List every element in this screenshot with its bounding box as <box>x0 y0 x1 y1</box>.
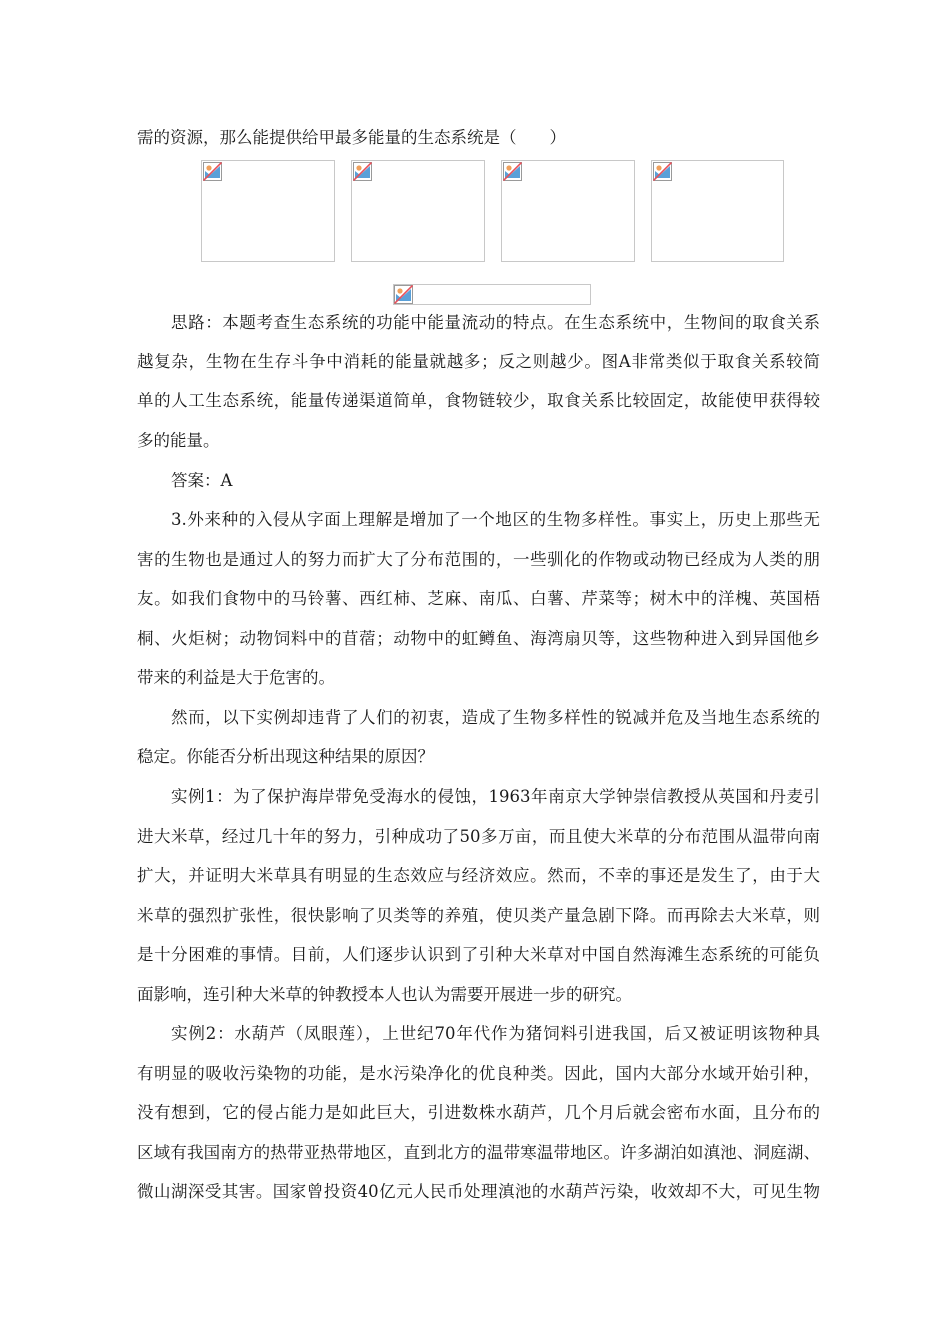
text-line: 需的资源，那么能提供给甲最多能量的生态系统是（ ） <box>137 128 566 147</box>
text-line: 米草的强烈扩张性，很快影响了贝类等的养殖，使贝类产量急剧下降。而再除去大米草，则 <box>137 906 820 925</box>
figure-option-d <box>651 160 784 262</box>
figure-option-a <box>201 160 335 262</box>
text-line: 害的生物也是通过人的努力而扩大了分布范围的，一些驯化的作物或动物已经成为人类的朋 <box>137 550 820 569</box>
text-line: 多的能量。 <box>137 431 220 450</box>
text-line: 微山湖深受其害。国家曾投资40亿元人民币处理滇池的水葫芦污染，收效却不大，可见生物 <box>137 1182 820 1201</box>
text-line: 面影响，连引种大米草的钟教授本人也认为需要开展进一步的研究。 <box>137 985 632 1004</box>
figure-option-c <box>501 160 635 262</box>
text-line: 思路：本题考查生态系统的功能中能量流动的特点。在生态系统中，生物间的取食关系 <box>171 313 820 332</box>
text-line: 桐、火炬树；动物饲料中的苜蓿；动物中的虹鳟鱼、海湾扇贝等，这些物种进入到异国他乡 <box>137 629 820 648</box>
text-line: 是十分困难的事情。目前，人们逐步认识到了引种大米草对中国自然海滩生态系统的可能负 <box>137 945 820 964</box>
text-line: 实例1：为了保护海岸带免受海水的侵蚀，1963年南京大学钟崇信教授从英国和丹麦引 <box>171 787 820 806</box>
text-line: 进大米草，经过几十年的努力，引种成功了50多万亩，而且使大米草的分布范围从温带向南 <box>137 827 820 846</box>
broken-image-icon <box>394 285 413 304</box>
text-line: 带来的利益是大于危害的。 <box>137 668 335 687</box>
text-line: 友。如我们食物中的马铃薯、西红柿、芝麻、南瓜、白薯、芹菜等；树木中的洋槐、英国梧 <box>137 589 820 608</box>
text-line: 然而，以下实例却违背了人们的初衷，造成了生物多样性的锐减并危及当地生态系统的 <box>171 708 820 727</box>
text-line: 单的人工生态系统，能量传递渠道简单，食物链较少，取食关系比较固定，故能使甲获得较 <box>137 391 820 410</box>
broken-image-icon <box>353 162 372 181</box>
text-line: 稳定。你能否分析出现这种结果的原因？ <box>137 747 434 766</box>
text-line: 没有想到，它的侵占能力是如此巨大，引进数株水葫芦，几个月后就会密布水面，且分布的 <box>137 1103 820 1122</box>
text-line: 实例2：水葫芦（凤眼莲），上世纪70年代作为猪饲料引进我国，后又被证明该物种具 <box>171 1024 820 1043</box>
broken-image-icon <box>203 162 222 181</box>
figure-legend <box>393 284 591 305</box>
text-line: 有明显的吸收污染物的功能，是水污染净化的优良种类。因此，国内大部分水域开始引种， <box>137 1064 820 1083</box>
broken-image-icon <box>653 162 672 181</box>
text-line: 越复杂，生物在生存斗争中消耗的能量就越多；反之则越少。图A非常类似于取食关系较简 <box>137 352 820 371</box>
text-line: 区域有我国南方的热带亚热带地区，直到北方的温带寒温带地区。许多湖泊如滇池、洞庭湖、 <box>137 1143 820 1162</box>
figure-option-b <box>351 160 485 262</box>
broken-image-icon <box>503 162 522 181</box>
text-line: 3.外来种的入侵从字面上理解是增加了一个地区的生物多样性。事实上，历史上那些无 <box>171 510 820 529</box>
answer-line: 答案：A <box>171 471 233 490</box>
text-line: 扩大，并证明大米草具有明显的生态效应与经济效应。然而，不幸的事还是发生了，由于大 <box>137 866 820 885</box>
